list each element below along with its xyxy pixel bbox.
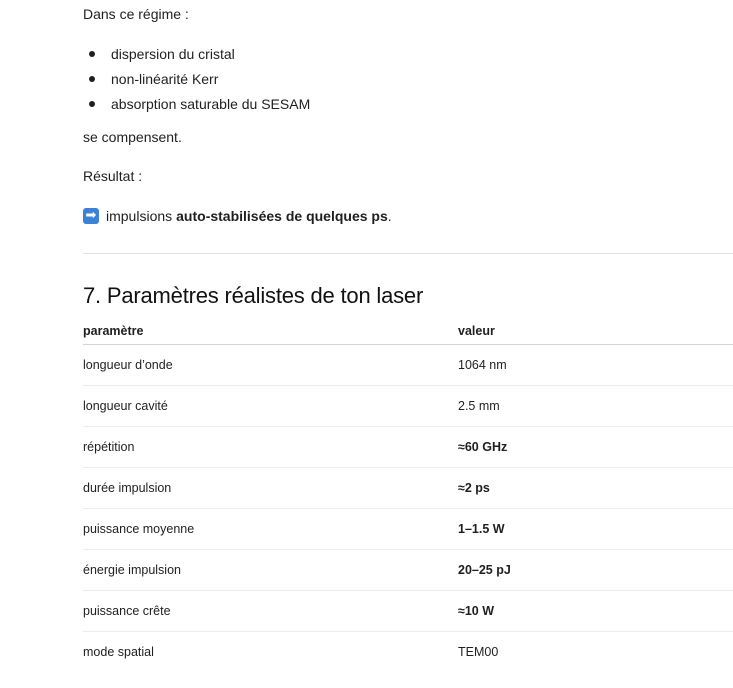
value-cell: 1064 nm (458, 345, 733, 386)
table-row (83, 345, 733, 386)
section-divider (83, 253, 733, 254)
parameter-cell: durée impulsion (83, 468, 458, 509)
intro-text: Dans ce régime : (83, 6, 189, 22)
bullet-list (83, 44, 310, 119)
column-header-parameter: paramètre (83, 317, 458, 345)
right-arrow-icon: ➡ (83, 208, 99, 224)
bullet-icon (89, 76, 95, 82)
result-emphasis: auto-stabilisées de quelques ps (176, 208, 388, 224)
parameters-table (83, 317, 733, 672)
value-cell: ≈10 W (458, 591, 733, 632)
result-label: Résultat : (83, 168, 143, 184)
outro-text: se compensent. (83, 129, 182, 145)
parameter-cell: longueur d’onde (83, 345, 458, 386)
value-cell: ≈60 GHz (458, 427, 733, 468)
section-title: 7. Paramètres réalistes de ton laser (83, 283, 424, 308)
table-row (83, 468, 733, 509)
result-prefix: impulsions (106, 208, 173, 224)
parameter-cell: répétition (83, 427, 458, 468)
table-row (83, 427, 733, 468)
bullet-text: absorption saturable du SESAM (111, 96, 311, 112)
value-cell: 2.5 mm (458, 386, 733, 427)
bullet-text: non-linéarité Kerr (111, 71, 219, 87)
table-row (83, 591, 733, 632)
column-header-value: valeur (458, 317, 733, 345)
table-header-row (83, 317, 733, 345)
value-cell: 20–25 pJ (458, 550, 733, 591)
table-row (83, 386, 733, 427)
bullet-item (83, 69, 310, 94)
result-suffix: . (387, 208, 392, 224)
parameter-cell: longueur cavité (83, 386, 458, 427)
table-row (83, 632, 733, 673)
table-row (83, 550, 733, 591)
bullet-text: dispersion du cristal (111, 46, 235, 62)
value-cell: TEM00 (458, 645, 499, 659)
parameter-cell: mode spatial (83, 645, 154, 659)
parameter-cell: puissance crête (83, 591, 458, 632)
table-row (83, 509, 733, 550)
parameter-cell: puissance moyenne (83, 509, 458, 550)
value-cell: ≈2 ps (458, 468, 733, 509)
bullet-icon (89, 101, 95, 107)
result-line (83, 206, 392, 226)
value-cell: 1–1.5 W (458, 509, 733, 550)
bullet-icon (89, 51, 95, 57)
bullet-item (83, 44, 310, 69)
parameter-cell: énergie impulsion (83, 550, 458, 591)
bullet-item (83, 94, 310, 119)
